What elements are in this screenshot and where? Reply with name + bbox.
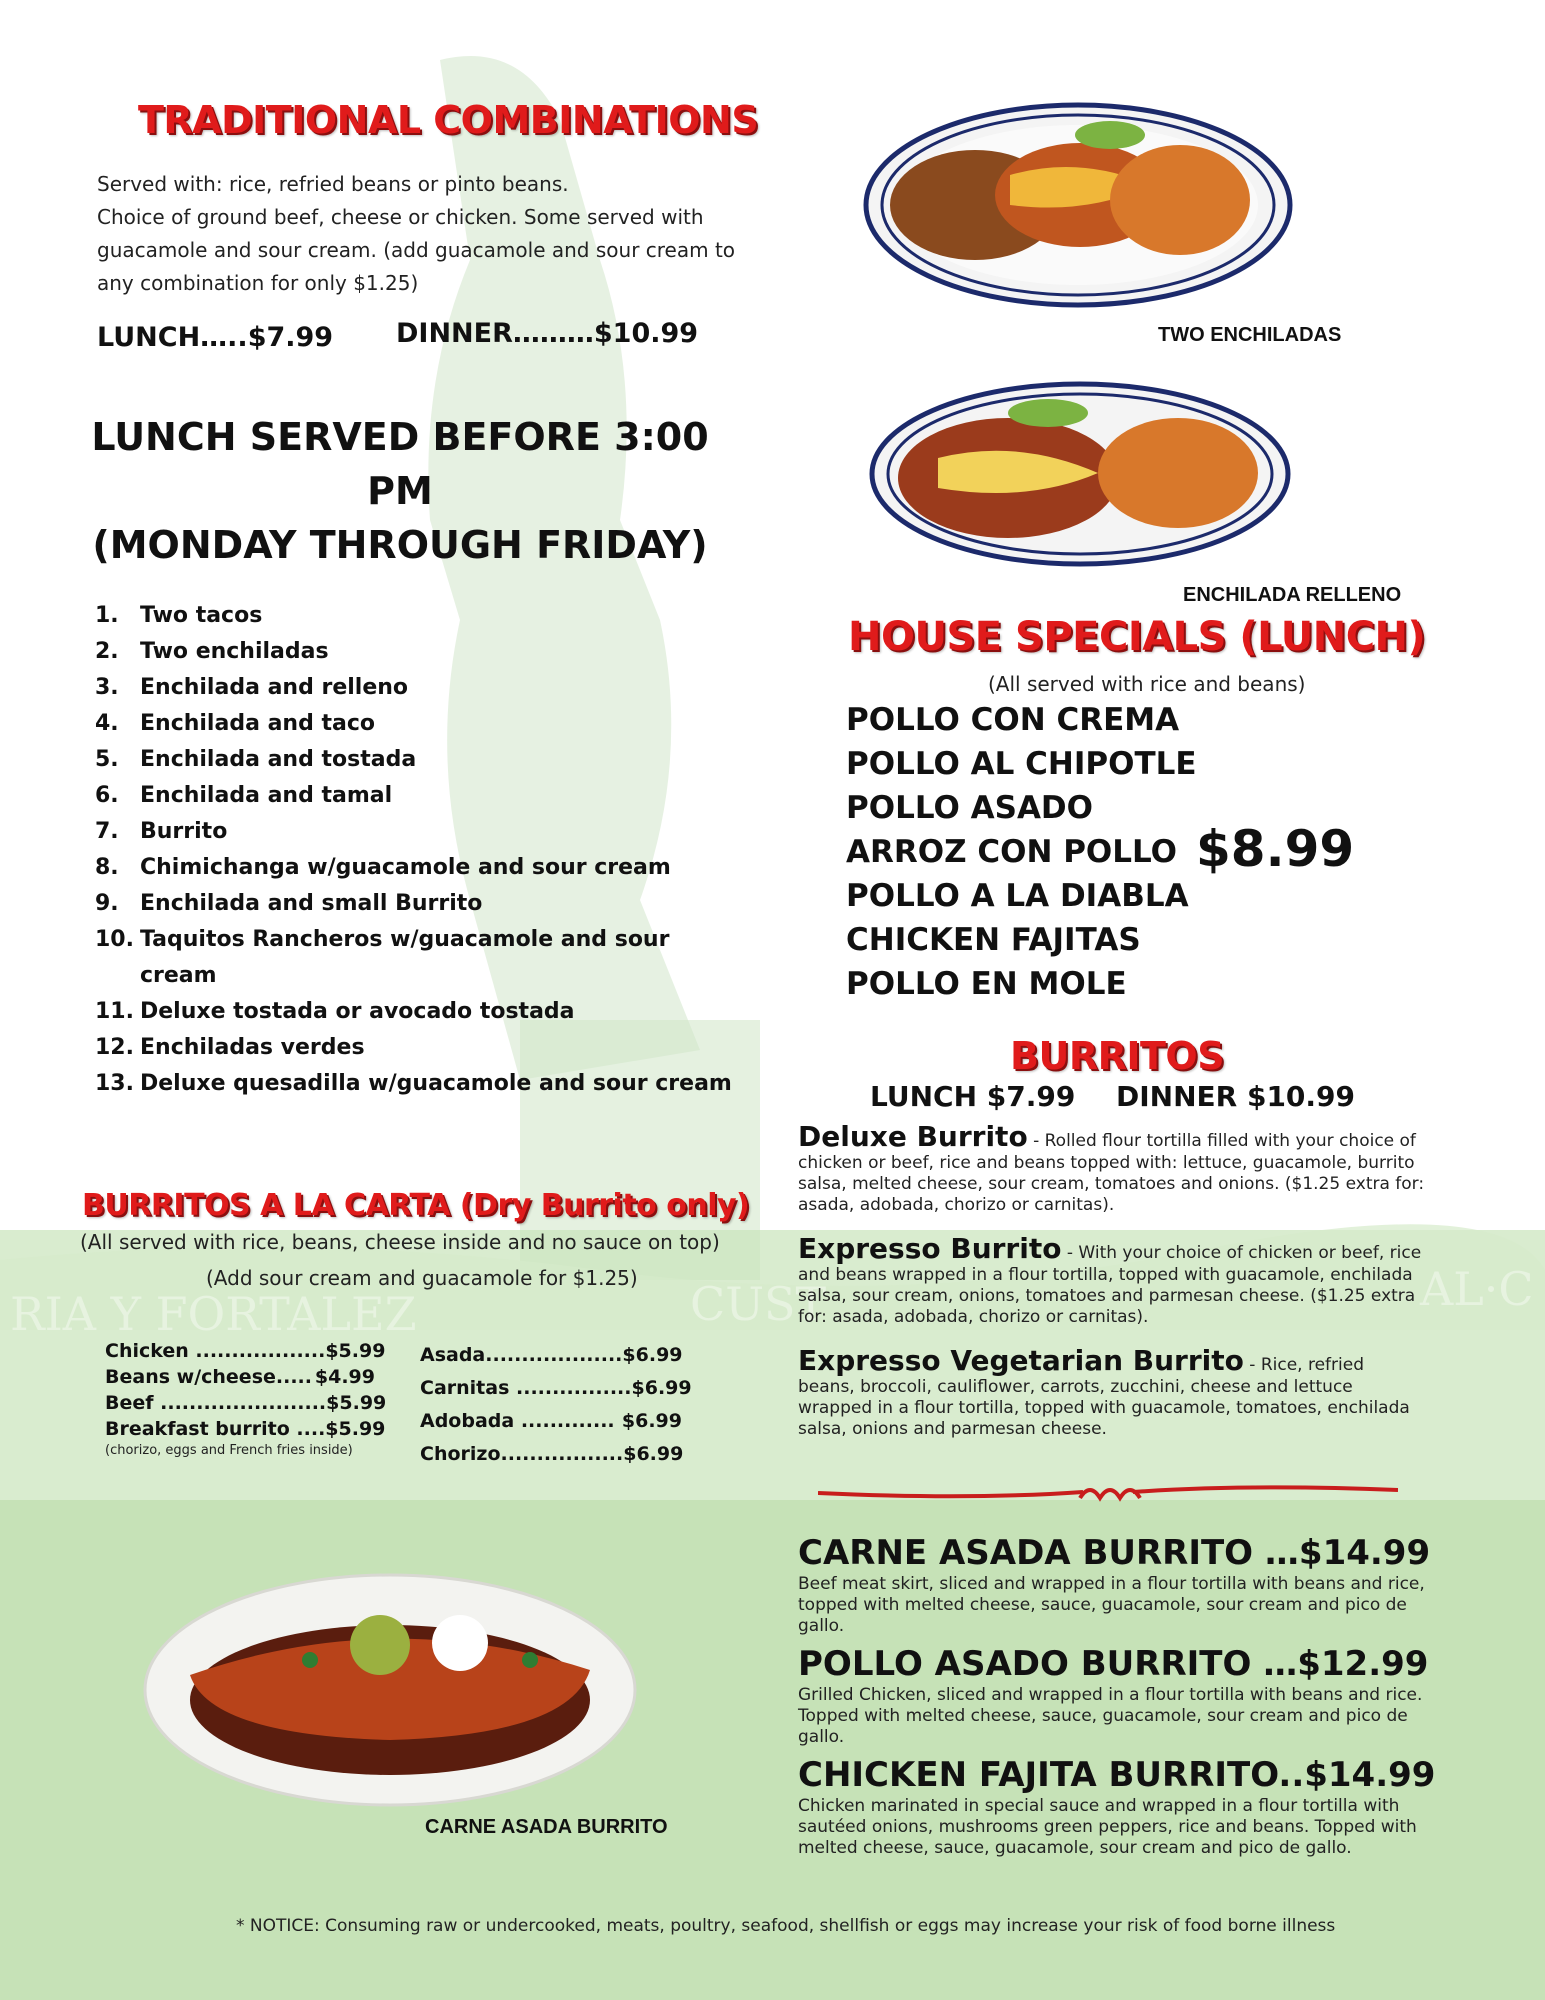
combination-number: 11. <box>95 999 134 1024</box>
combination-number: 7. <box>95 819 119 844</box>
combination-number: 2. <box>95 639 119 664</box>
a-la-carta-item-price: $5.99 <box>325 1418 386 1440</box>
a-la-carta-item-price: $6.99 <box>621 1410 682 1432</box>
combination-item <box>95 706 795 742</box>
a-la-carta-item-label: Carnitas ................ <box>420 1377 632 1399</box>
combination-item <box>95 994 795 1030</box>
combination-item <box>95 922 795 958</box>
combination-number: 9. <box>95 891 119 916</box>
traditional-line-2: Choice of ground beef, cheese or chicken. Some served with <box>97 205 704 229</box>
deluxe-burrito <box>798 1120 1426 1216</box>
house-special-item: POLLO A LA DIABLA <box>846 878 1189 914</box>
combination-label: Chimichanga w/guacamole and sour cream <box>140 855 671 880</box>
combination-label: cream <box>140 963 217 988</box>
combination-label: Enchilada and small Burrito <box>140 891 483 916</box>
combination-item <box>95 742 795 778</box>
vegetarian-burrito <box>798 1344 1426 1440</box>
house-specials-price: $8.99 <box>1196 820 1355 878</box>
a-la-carta-item-price: $6.99 <box>623 1443 684 1465</box>
a-la-carta-subtitle-1: (All served with rice, beans, cheese inside and no sauce on top) <box>80 1230 720 1254</box>
a-la-carta-item <box>420 1438 682 1471</box>
a-la-carta-item-price: $5.99 <box>326 1392 387 1414</box>
lunch-served-line-2: (MONDAY THROUGH FRIDAY) <box>92 523 708 567</box>
a-la-carta-item-label: Beans w/cheese..... <box>105 1366 312 1388</box>
combination-item <box>95 778 795 814</box>
a-la-carta-item-label: Chicken .................. <box>105 1340 326 1362</box>
combination-label: Enchilada and tostada <box>140 747 417 772</box>
house-specials-title: HOUSE SPECIALS (LUNCH) <box>848 614 1426 660</box>
two-enchiladas-photo <box>860 95 1295 310</box>
premium-burrito-desc: Beef meat skirt, sliced and wrapped in a flour tortilla with beans and rice, topped with melted cheese, sauce, guacamole, sour cream and pico de gallo. <box>798 1574 1425 1636</box>
combination-item <box>95 958 795 994</box>
combination-number: 5. <box>95 747 119 772</box>
house-special-item: POLLO AL CHIPOTLE <box>846 746 1197 782</box>
combination-number: 6. <box>95 783 119 808</box>
house-special-item: POLLO ASADO <box>846 790 1094 826</box>
combination-label: Taquitos Rancheros w/guacamole and sour <box>140 927 670 952</box>
house-special-item: POLLO CON CREMA <box>846 702 1180 738</box>
combination-number: 4. <box>95 711 119 736</box>
carne-asada-burrito-caption: CARNE ASADA BURRITO <box>425 1816 668 1838</box>
combination-number: 13. <box>95 1071 134 1096</box>
a-la-carta-item <box>105 1364 375 1390</box>
lunch-served-notice <box>80 410 720 572</box>
lunch-served-line-1: LUNCH SERVED BEFORE 3:00 PM <box>91 415 709 513</box>
lunch-price: LUNCH…..$7.99 <box>97 322 334 353</box>
expresso-burrito <box>798 1232 1426 1328</box>
expresso-burrito-desc: - With your choice of chicken or beef, rice and beans wrapped in a flour tortilla, topped with guacamole, enchilada salsa, sour cream, onions, tomatoes and parmesan cheese. ($1.25 extra for: asada, adobada, chorizo or carnitas). <box>798 1243 1422 1327</box>
combination-label: Two tacos <box>140 603 263 628</box>
vegetarian-burrito-desc: - Rice, refried beans, broccoli, cauliflower, carrots, zucchini, cheese and lettuce wrapped in a flour tortilla, topped with guacamole, tomatoes, enchilada salsa, onions and parmesan cheese. <box>798 1355 1410 1439</box>
traditional-line-1: Served with: rice, refried beans or pinto beans. <box>97 172 569 196</box>
svg-text:AL·C: AL·C <box>1420 1262 1534 1316</box>
combination-item <box>95 1030 795 1066</box>
a-la-carta-item-label: Breakfast burrito .... <box>105 1418 326 1440</box>
a-la-carta-left-list <box>105 1338 387 1442</box>
burritos-title: BURRITOS <box>1010 1034 1225 1078</box>
a-la-carta-item-price: $6.99 <box>631 1377 692 1399</box>
burritos-dinner-price: DINNER $10.99 <box>1116 1080 1356 1113</box>
premium-burrito <box>798 1754 1436 1859</box>
house-specials-list <box>846 698 1197 1006</box>
premium-burrito-title: CHICKEN FAJITA BURRITO..$14.99 <box>798 1755 1436 1795</box>
svg-text:RIA Y FORTALEZ: RIA Y FORTALEZ <box>10 1287 417 1341</box>
carne-asada-burrito-photo <box>140 1565 640 1810</box>
a-la-carta-item-label: Adobada ............. <box>420 1410 615 1432</box>
premium-burrito-title: POLLO ASADO BURRITO …$12.99 <box>798 1644 1429 1684</box>
deluxe-burrito-title: Deluxe Burrito <box>798 1120 1028 1153</box>
house-special-item: CHICKEN FAJITAS <box>846 922 1141 958</box>
combination-label: Enchilada and tamal <box>140 783 393 808</box>
a-la-carta-item <box>420 1339 682 1372</box>
premium-burrito <box>798 1532 1431 1637</box>
premium-burrito-desc: Grilled Chicken, sliced and wrapped in a flour tortilla with beans and rice. Topped with melted cheese, sauce, guacamole, sour cream and pico de gallo. <box>798 1685 1423 1747</box>
traditional-line-3: guacamole and sour cream. (add guacamole and sour cream to <box>97 238 736 262</box>
house-specials-subtitle: (All served with rice and beans) <box>988 672 1306 696</box>
premium-burrito-title: CARNE ASADA BURRITO …$14.99 <box>798 1533 1431 1573</box>
a-la-carta-item-label: Beef ....................... <box>105 1392 327 1414</box>
combination-number: 12. <box>95 1035 134 1060</box>
a-la-carta-item <box>420 1372 692 1405</box>
combination-number: 8. <box>95 855 119 880</box>
traditional-title: TRADITIONAL COMBINATIONS <box>138 98 759 142</box>
a-la-carta-title: BURRITOS A LA CARTA (Dry Burrito only) <box>82 1188 750 1223</box>
combination-label: Burrito <box>140 819 228 844</box>
combination-item <box>95 670 795 706</box>
a-la-carta-item <box>105 1416 386 1442</box>
a-la-carta-subtitle-2: (Add sour cream and guacamole for $1.25) <box>206 1266 638 1290</box>
combination-label: Deluxe quesadilla w/guacamole and sour cream <box>140 1071 732 1096</box>
a-la-carta-item <box>105 1390 387 1416</box>
two-enchiladas-caption: TWO ENCHILADAS <box>1158 324 1342 346</box>
a-la-carta-item-price: $6.99 <box>622 1344 683 1366</box>
traditional-line-4: any combination for only $1.25) <box>97 271 419 295</box>
combination-item <box>95 634 795 670</box>
combination-number: 3. <box>95 675 119 700</box>
combination-item <box>95 598 795 634</box>
svg-text:CUST: CUST <box>690 1277 827 1331</box>
house-special-item: POLLO EN MOLE <box>846 966 1127 1002</box>
ornament-divider <box>818 1478 1398 1508</box>
a-la-carta-item-price: $5.99 <box>325 1340 386 1362</box>
a-la-carta-item-price: $4.99 <box>314 1366 375 1388</box>
premium-burrito-list <box>798 1532 1436 1865</box>
combination-label: Enchilada and taco <box>140 711 376 736</box>
combination-label: Deluxe tostada or avocado tostada <box>140 999 575 1024</box>
premium-burrito <box>798 1643 1429 1748</box>
food-safety-notice: * NOTICE: Consuming raw or undercooked, meats, poultry, seafood, shellfish or eggs may increase your risk of food borne illness <box>236 1916 1336 1936</box>
a-la-carta-right-list <box>420 1339 692 1471</box>
traditional-description <box>97 168 777 300</box>
breakfast-burrito-note: (chorizo, eggs and French fries inside) <box>105 1443 353 1458</box>
vegetarian-burrito-title: Expresso Vegetarian Burrito <box>798 1344 1244 1377</box>
premium-burrito-desc: Chicken marinated in special sauce and wrapped in a flour tortilla with sautéed onions, mushrooms green peppers, rice and beans. Topped with melted cheese, sauce, guacamole, sour cream and pico de gallo. <box>798 1796 1417 1858</box>
enchilada-relleno-caption: ENCHILADA RELLENO <box>1183 584 1402 606</box>
a-la-carta-item-label: Asada................... <box>420 1344 623 1366</box>
combination-label: Enchiladas verdes <box>140 1035 365 1060</box>
burritos-lunch-price: LUNCH $7.99 <box>870 1080 1076 1113</box>
combination-label: Enchilada and relleno <box>140 675 409 700</box>
dinner-price: DINNER………$10.99 <box>396 318 699 349</box>
enchilada-relleno-photo <box>868 378 1293 568</box>
deluxe-burrito-desc: - Rolled flour tortilla filled with your choice of chicken or beef, rice and beans topped with: lettuce, guacamole, burrito salsa, melted cheese, sour cream, tomatoes and onions. ($1.25 extra for: asada, adobada, chorizo or carnitas). <box>798 1131 1425 1215</box>
expresso-burrito-title: Expresso Burrito <box>798 1232 1062 1265</box>
a-la-carta-item-label: Chorizo................. <box>420 1443 624 1465</box>
a-la-carta-item <box>420 1405 682 1438</box>
combination-item <box>95 814 795 850</box>
a-la-carta-item <box>105 1338 386 1364</box>
combination-label: Two enchiladas <box>140 639 329 664</box>
house-special-item: ARROZ CON POLLO <box>846 834 1178 870</box>
combination-item <box>95 1066 795 1102</box>
combination-number: 10. <box>95 927 134 952</box>
combination-number: 1. <box>95 603 119 628</box>
combination-list <box>95 598 795 1102</box>
combination-item <box>95 850 795 886</box>
combination-item <box>95 886 795 922</box>
